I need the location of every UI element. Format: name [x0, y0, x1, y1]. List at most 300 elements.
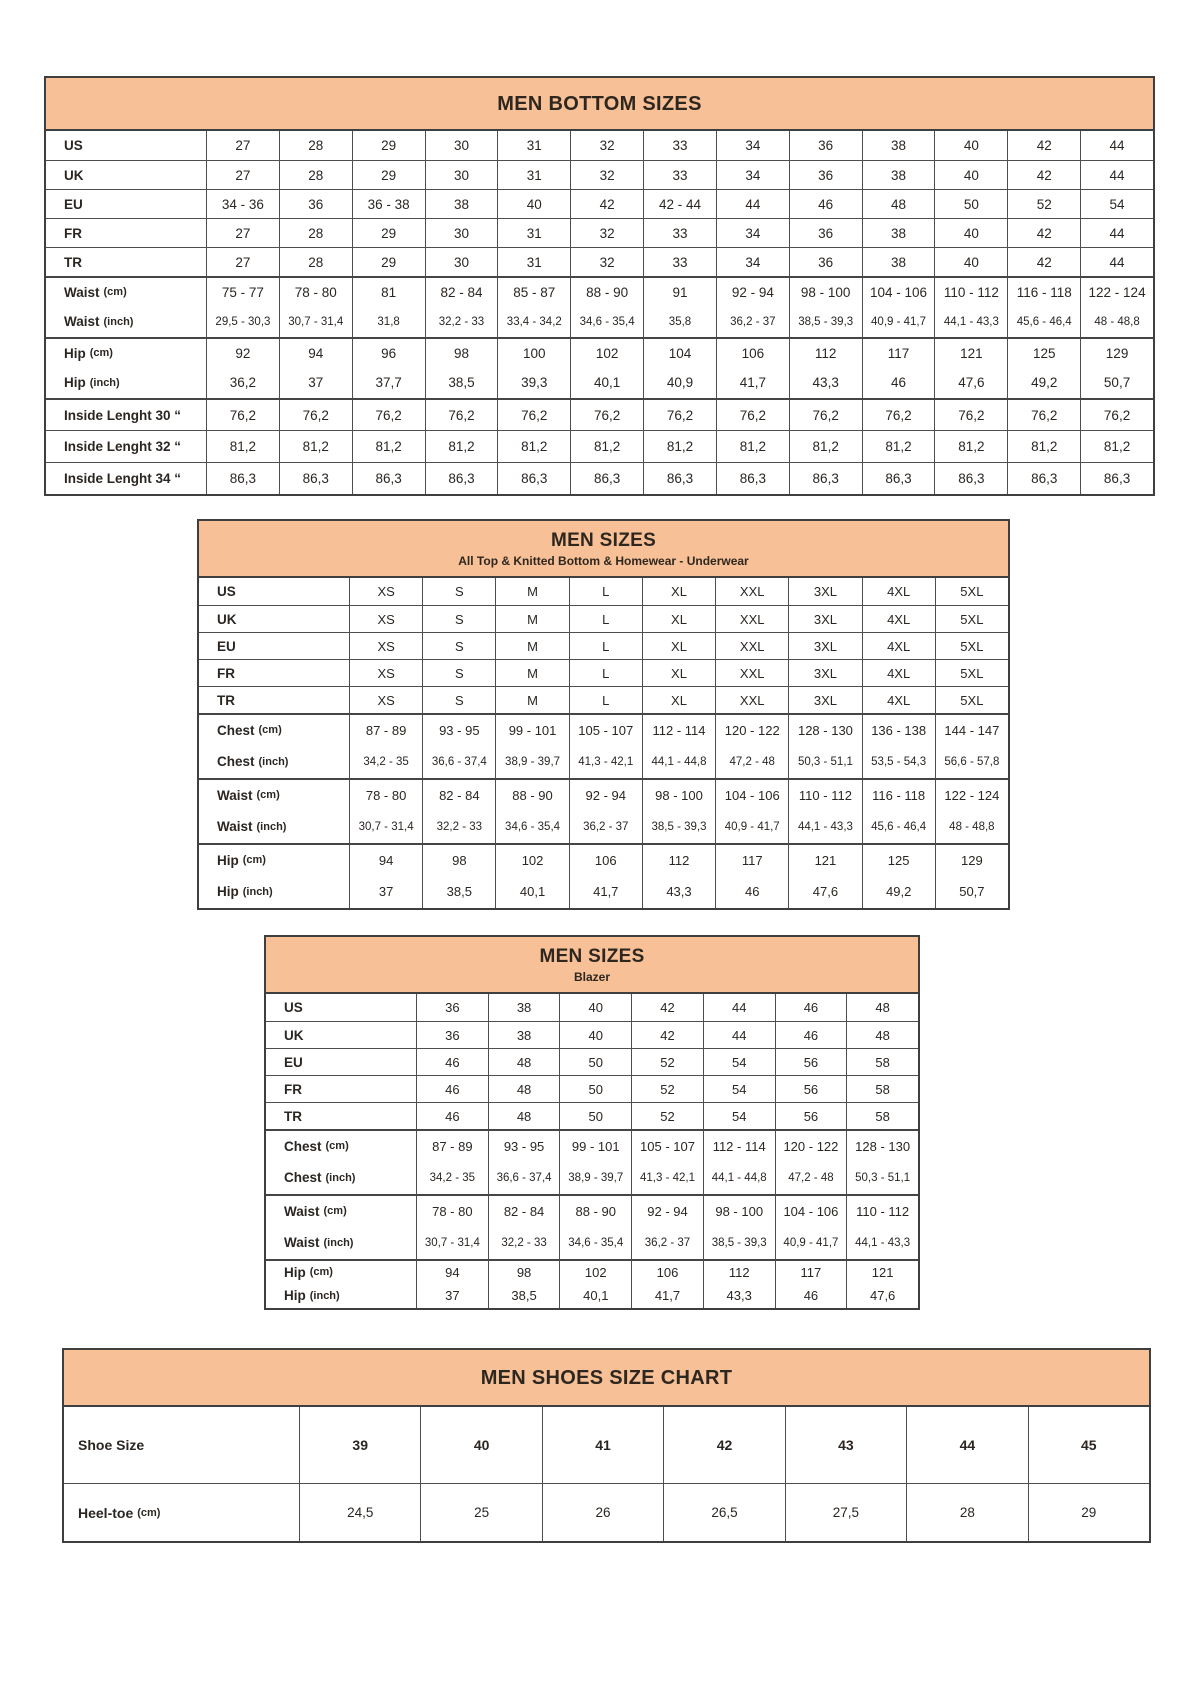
size-cell: 42 [570, 190, 643, 218]
size-cell: 26,5 [663, 1484, 784, 1541]
size-cell: XS [349, 578, 422, 605]
table-row [199, 876, 1008, 909]
size-cell: 92 - 94 [569, 780, 642, 811]
size-cell: 29 [352, 161, 425, 189]
table-row [46, 247, 1153, 276]
size-cell: M [495, 578, 568, 605]
size-cell: 86,3 [425, 463, 498, 494]
size-cell: 56,6 - 57,8 [935, 746, 1008, 779]
row-label: TR [217, 692, 235, 708]
size-cell: XS [349, 633, 422, 659]
row-label-unit: (inch) [256, 820, 287, 833]
size-cell: 105 - 107 [569, 715, 642, 746]
size-cell: 76,2 [570, 400, 643, 430]
table-header [266, 937, 918, 994]
size-cell: 36,2 - 37 [631, 1227, 703, 1260]
size-cell: L [569, 606, 642, 632]
size-cell: 36,2 - 37 [569, 811, 642, 844]
size-cell: 38,9 - 39,7 [559, 1162, 631, 1195]
size-cell: 44,1 - 44,8 [642, 746, 715, 779]
size-cell: 27 [206, 219, 279, 247]
size-cell: 28 [279, 219, 352, 247]
size-cell: 122 - 124 [1080, 278, 1153, 307]
size-cell: 42 - 44 [643, 190, 716, 218]
size-cell: 40 [934, 248, 1007, 276]
table-row [64, 1407, 1149, 1483]
size-cell: 36 [789, 161, 862, 189]
size-cell: 44 [1080, 248, 1153, 276]
size-cell: 43,3 [642, 876, 715, 909]
size-cell: 94 [349, 845, 422, 876]
size-cell: 94 [416, 1261, 488, 1284]
size-cell: 48 [846, 1022, 918, 1048]
size-cell: 81,2 [1007, 431, 1080, 462]
size-cell: 48 [862, 190, 935, 218]
size-cell: 34,2 - 35 [349, 746, 422, 779]
size-cell: 76,2 [425, 400, 498, 430]
size-cell: 98 - 100 [789, 278, 862, 307]
size-cell: 40,1 [495, 876, 568, 909]
size-cell: XL [642, 578, 715, 605]
size-cell: 129 [1080, 339, 1153, 368]
size-cell: 36 [279, 190, 352, 218]
size-cell: 37 [349, 876, 422, 909]
table-row [266, 1048, 918, 1075]
size-cell: S [422, 660, 495, 686]
size-cell: 106 [716, 339, 789, 368]
size-cell: 38,5 [425, 368, 498, 399]
table-body [46, 131, 1153, 494]
size-cell: 5XL [935, 578, 1008, 605]
size-cell: L [569, 687, 642, 713]
size-cell: 110 - 112 [846, 1196, 918, 1227]
size-cell: 81,2 [206, 431, 279, 462]
size-cell: 34 [716, 161, 789, 189]
size-cell: XXL [715, 687, 788, 713]
size-cell: 40 [559, 994, 631, 1021]
size-cell: 34 [716, 219, 789, 247]
size-cell: 44 [703, 994, 775, 1021]
size-cell: 32,2 - 33 [422, 811, 495, 844]
table-row [266, 1284, 918, 1309]
row-label: Waist (inch) [64, 314, 134, 330]
size-cell: 27 [206, 131, 279, 160]
size-cell: 92 [206, 339, 279, 368]
size-cell: 37 [279, 368, 352, 399]
size-cell: 40,9 - 41,7 [862, 307, 935, 338]
row-label: Heel-toe (cm) [78, 1504, 161, 1521]
size-cell: 36 [789, 248, 862, 276]
size-cell: 28 [279, 131, 352, 160]
size-cell: 116 - 118 [1007, 278, 1080, 307]
size-cell: 98 [488, 1261, 560, 1284]
size-cell: 42 [1007, 161, 1080, 189]
size-cell: 29 [1028, 1484, 1149, 1541]
row-label: Chest (cm) [284, 1138, 349, 1154]
table-row [199, 632, 1008, 659]
size-cell: 44,1 - 44,8 [703, 1162, 775, 1195]
size-cell: 82 - 84 [425, 278, 498, 307]
table-row [199, 659, 1008, 686]
size-cell: 106 [631, 1261, 703, 1284]
row-label: Inside Lenght 32 “ [64, 439, 182, 454]
row-label-unit: (cm) [258, 724, 282, 737]
size-cell: 52 [631, 1049, 703, 1075]
size-cell: 82 - 84 [422, 780, 495, 811]
size-cell: 48 [488, 1103, 560, 1129]
men-top-sizes-table [197, 519, 1010, 910]
size-cell: 50,3 - 51,1 [846, 1162, 918, 1195]
table-row [266, 1259, 918, 1284]
row-label: EU [217, 638, 236, 654]
table-subtitle: Blazer [573, 970, 611, 984]
size-cell: 29 [352, 248, 425, 276]
table-row [266, 1021, 918, 1048]
size-cell: 76,2 [643, 400, 716, 430]
size-cell: 98 - 100 [703, 1196, 775, 1227]
size-cell: 40,9 - 41,7 [715, 811, 788, 844]
size-cell: 104 - 106 [862, 278, 935, 307]
row-label: Hip (cm) [284, 1264, 333, 1280]
size-cell: 28 [279, 248, 352, 276]
table-row [46, 218, 1153, 247]
size-cell: 30,7 - 31,4 [279, 307, 352, 338]
size-cell: 92 - 94 [716, 278, 789, 307]
size-cell: 44,1 - 43,3 [788, 811, 861, 844]
size-cell: 58 [846, 1049, 918, 1075]
size-cell: XL [642, 633, 715, 659]
size-cell: 38 [862, 161, 935, 189]
size-cell: 40,9 [643, 368, 716, 399]
table-row [199, 811, 1008, 844]
size-cell: 88 - 90 [559, 1196, 631, 1227]
size-cell: 110 - 112 [934, 278, 1007, 307]
size-cell: 50,7 [935, 876, 1008, 909]
size-cell: 54 [703, 1049, 775, 1075]
size-cell: 86,3 [934, 463, 1007, 494]
row-label-unit: (cm) [242, 854, 266, 867]
size-cell: 87 - 89 [349, 715, 422, 746]
table-row [199, 713, 1008, 746]
size-cell: 99 - 101 [495, 715, 568, 746]
size-cell: 4XL [862, 578, 935, 605]
size-cell: 49,2 [862, 876, 935, 909]
size-cell: 91 [643, 278, 716, 307]
table-row [266, 1162, 918, 1195]
size-cell: 45,6 - 46,4 [862, 811, 935, 844]
size-cell: XL [642, 687, 715, 713]
size-cell: 48 [846, 994, 918, 1021]
size-cell: 36 - 38 [352, 190, 425, 218]
size-cell: 76,2 [497, 400, 570, 430]
size-cell: 44,1 - 43,3 [934, 307, 1007, 338]
size-cell: 78 - 80 [349, 780, 422, 811]
size-cell: M [495, 633, 568, 659]
size-cell: 76,2 [789, 400, 862, 430]
size-cell: 36,6 - 37,4 [488, 1162, 560, 1195]
size-cell: 136 - 138 [862, 715, 935, 746]
size-cell: 76,2 [206, 400, 279, 430]
size-cell: 46 [416, 1049, 488, 1075]
size-cell: 29 [352, 131, 425, 160]
size-cell: XS [349, 660, 422, 686]
size-cell: 81,2 [716, 431, 789, 462]
row-label-unit: (inch) [258, 755, 289, 768]
row-label: TR [284, 1108, 302, 1124]
size-cell: 86,3 [1007, 463, 1080, 494]
size-cell: 42 [631, 1022, 703, 1048]
size-cell: 54 [703, 1103, 775, 1129]
size-cell: 36,6 - 37,4 [422, 746, 495, 779]
size-cell: 50 [934, 190, 1007, 218]
table-title: MEN SIZES [550, 530, 657, 551]
row-label-unit: (cm) [89, 347, 113, 360]
row-label: US [217, 584, 236, 599]
size-cell: 45 [1028, 1407, 1149, 1483]
size-cell: 105 - 107 [631, 1131, 703, 1162]
size-cell: 28 [906, 1484, 1027, 1541]
row-label: Hip (cm) [217, 852, 266, 868]
table-row [46, 337, 1153, 368]
size-cell: 117 [862, 339, 935, 368]
size-cell: 121 [934, 339, 1007, 368]
size-cell: 40,9 - 41,7 [775, 1227, 847, 1260]
size-cell: 76,2 [862, 400, 935, 430]
size-cell: 50,7 [1080, 368, 1153, 399]
size-cell: 4XL [862, 633, 935, 659]
row-label: UK [284, 1027, 304, 1043]
size-cell: 41,7 [569, 876, 642, 909]
table-row [266, 1194, 918, 1227]
size-cell: 120 - 122 [715, 715, 788, 746]
row-label: Waist (cm) [217, 787, 280, 803]
size-cell: 5XL [935, 687, 1008, 713]
size-cell: 102 [559, 1261, 631, 1284]
row-label: FR [284, 1081, 302, 1097]
row-label: Chest (inch) [284, 1170, 356, 1186]
table-row [199, 578, 1008, 605]
size-cell: 36,2 [206, 368, 279, 399]
size-cell: S [422, 606, 495, 632]
size-cell: 40 [934, 131, 1007, 160]
size-cell: 41,7 [716, 368, 789, 399]
size-cell: 30,7 - 31,4 [349, 811, 422, 844]
size-cell: 30 [425, 131, 498, 160]
size-cell: 87 - 89 [416, 1131, 488, 1162]
size-cell: S [422, 578, 495, 605]
size-cell: 33 [643, 161, 716, 189]
size-cell: 5XL [935, 660, 1008, 686]
size-cell: L [569, 578, 642, 605]
size-cell: 52 [631, 1103, 703, 1129]
size-cell: 3XL [788, 660, 861, 686]
size-cell: 112 [703, 1261, 775, 1284]
men-bottom-sizes-table [44, 76, 1155, 496]
size-cell: 30 [425, 161, 498, 189]
size-cell: 52 [631, 1076, 703, 1102]
size-cell: 42 [1007, 248, 1080, 276]
size-cell: 37 [416, 1284, 488, 1309]
size-cell: 121 [788, 845, 861, 876]
row-label-unit: (cm) [256, 789, 280, 802]
size-cell: 44,1 - 43,3 [846, 1227, 918, 1260]
size-cell: 44 [1080, 161, 1153, 189]
size-cell: L [569, 660, 642, 686]
row-label-unit: (inch) [103, 315, 134, 328]
row-label-unit: (inch) [325, 1171, 356, 1184]
size-cell: 38 [862, 131, 935, 160]
size-cell: 112 - 114 [703, 1131, 775, 1162]
size-cell: 38 [488, 1022, 560, 1048]
size-cell: 48 [488, 1076, 560, 1102]
size-cell: 86,3 [206, 463, 279, 494]
table-row [266, 1075, 918, 1102]
size-cell: 46 [862, 368, 935, 399]
size-cell: 125 [1007, 339, 1080, 368]
size-cell: 112 [789, 339, 862, 368]
table-row [266, 1102, 918, 1129]
size-cell: 30 [425, 248, 498, 276]
size-cell: 38,5 [488, 1284, 560, 1309]
size-cell: L [569, 633, 642, 659]
size-cell: 56 [775, 1103, 847, 1129]
size-cell: 38,5 - 39,3 [703, 1227, 775, 1260]
size-cell: 34 [716, 131, 789, 160]
size-cell: XL [642, 660, 715, 686]
size-cell: 112 - 114 [642, 715, 715, 746]
size-cell: 48 [488, 1049, 560, 1075]
size-cell: 42 [631, 994, 703, 1021]
size-cell: 34,6 - 35,4 [570, 307, 643, 338]
size-cell: 88 - 90 [495, 780, 568, 811]
size-cell: 27,5 [785, 1484, 906, 1541]
size-cell: 41,7 [631, 1284, 703, 1309]
table-row [199, 778, 1008, 811]
row-label: Hip (inch) [217, 884, 273, 900]
table-row [46, 462, 1153, 494]
row-label-unit: (inch) [242, 885, 273, 898]
table-body [199, 578, 1008, 908]
row-label: FR [217, 665, 235, 681]
size-cell: 92 - 94 [631, 1196, 703, 1227]
size-cell: 40 [559, 1022, 631, 1048]
size-cell: XXL [715, 578, 788, 605]
size-cell: 32,2 - 33 [488, 1227, 560, 1260]
size-cell: 46 [789, 190, 862, 218]
table-header [64, 1350, 1149, 1407]
size-cell: 35,8 [643, 307, 716, 338]
row-label: Hip (inch) [64, 375, 120, 391]
size-cell: 81,2 [497, 431, 570, 462]
size-cell: 4XL [862, 687, 935, 713]
size-cell: 106 [569, 845, 642, 876]
size-cell: 81,2 [1080, 431, 1153, 462]
size-cell: 54 [703, 1076, 775, 1102]
size-cell: M [495, 606, 568, 632]
row-label-unit: (cm) [103, 286, 127, 299]
size-cell: 42 [1007, 131, 1080, 160]
size-cell: 38 [425, 190, 498, 218]
table-row [266, 994, 918, 1021]
size-cell: 46 [775, 1284, 847, 1309]
size-cell: 76,2 [1080, 400, 1153, 430]
table-row [64, 1483, 1149, 1541]
size-cell: 34,2 - 35 [416, 1162, 488, 1195]
size-cell: 36,2 - 37 [716, 307, 789, 338]
size-cell: XL [642, 606, 715, 632]
table-row [46, 276, 1153, 307]
size-cell: 38 [488, 994, 560, 1021]
size-cell: 40 [420, 1407, 541, 1483]
row-label: Waist (inch) [217, 819, 287, 835]
table-title: MEN SIZES [539, 946, 645, 967]
row-label: EU [284, 1054, 303, 1070]
size-cell: 38 [862, 219, 935, 247]
size-cell: XS [349, 606, 422, 632]
size-cell: XXL [715, 606, 788, 632]
size-cell: 49,2 [1007, 368, 1080, 399]
size-cell: 36 [416, 994, 488, 1021]
size-cell: M [495, 660, 568, 686]
size-cell: 76,2 [716, 400, 789, 430]
size-cell: 88 - 90 [570, 278, 643, 307]
size-cell: 37,7 [352, 368, 425, 399]
size-cell: 29,5 - 30,3 [206, 307, 279, 338]
size-cell: 48 - 48,8 [1080, 307, 1153, 338]
size-cell: 34,6 - 35,4 [495, 811, 568, 844]
size-cell: 86,3 [570, 463, 643, 494]
size-cell: 81,2 [425, 431, 498, 462]
row-label: TR [64, 254, 82, 270]
table-header [199, 521, 1008, 578]
size-cell: 96 [352, 339, 425, 368]
size-cell: 104 - 106 [775, 1196, 847, 1227]
table-subtitle: All Top & Knitted Bottom & Homewear - Underwear [458, 554, 749, 568]
row-label: FR [64, 225, 82, 241]
size-cell: 86,3 [789, 463, 862, 494]
table-row [199, 746, 1008, 779]
size-cell: 86,3 [716, 463, 789, 494]
size-cell: 76,2 [352, 400, 425, 430]
size-cell: 117 [775, 1261, 847, 1284]
size-cell: 81 [352, 278, 425, 307]
size-cell: 85 - 87 [497, 278, 570, 307]
size-cell: 81,2 [352, 431, 425, 462]
size-cell: 34 - 36 [206, 190, 279, 218]
size-cell: 44 [1080, 219, 1153, 247]
row-label: Inside Lenght 34 “ [64, 471, 182, 486]
size-cell: 31 [497, 219, 570, 247]
size-cell: 29 [352, 219, 425, 247]
size-cell: 81,2 [570, 431, 643, 462]
size-cell: 46 [416, 1076, 488, 1102]
size-cell: 39 [299, 1407, 420, 1483]
size-cell: 78 - 80 [279, 278, 352, 307]
size-cell: 81,2 [789, 431, 862, 462]
size-cell: 53,5 - 54,3 [862, 746, 935, 779]
size-cell: 86,3 [497, 463, 570, 494]
size-cell: 44 [906, 1407, 1027, 1483]
row-label: Chest (cm) [217, 722, 282, 738]
size-cell: 75 - 77 [206, 278, 279, 307]
table-row [46, 368, 1153, 399]
row-label: Waist (cm) [284, 1203, 347, 1219]
size-cell: 86,3 [352, 463, 425, 494]
size-cell: 52 [1007, 190, 1080, 218]
size-cell: 33 [643, 131, 716, 160]
size-cell: 44 [1080, 131, 1153, 160]
size-cell: 54 [1080, 190, 1153, 218]
